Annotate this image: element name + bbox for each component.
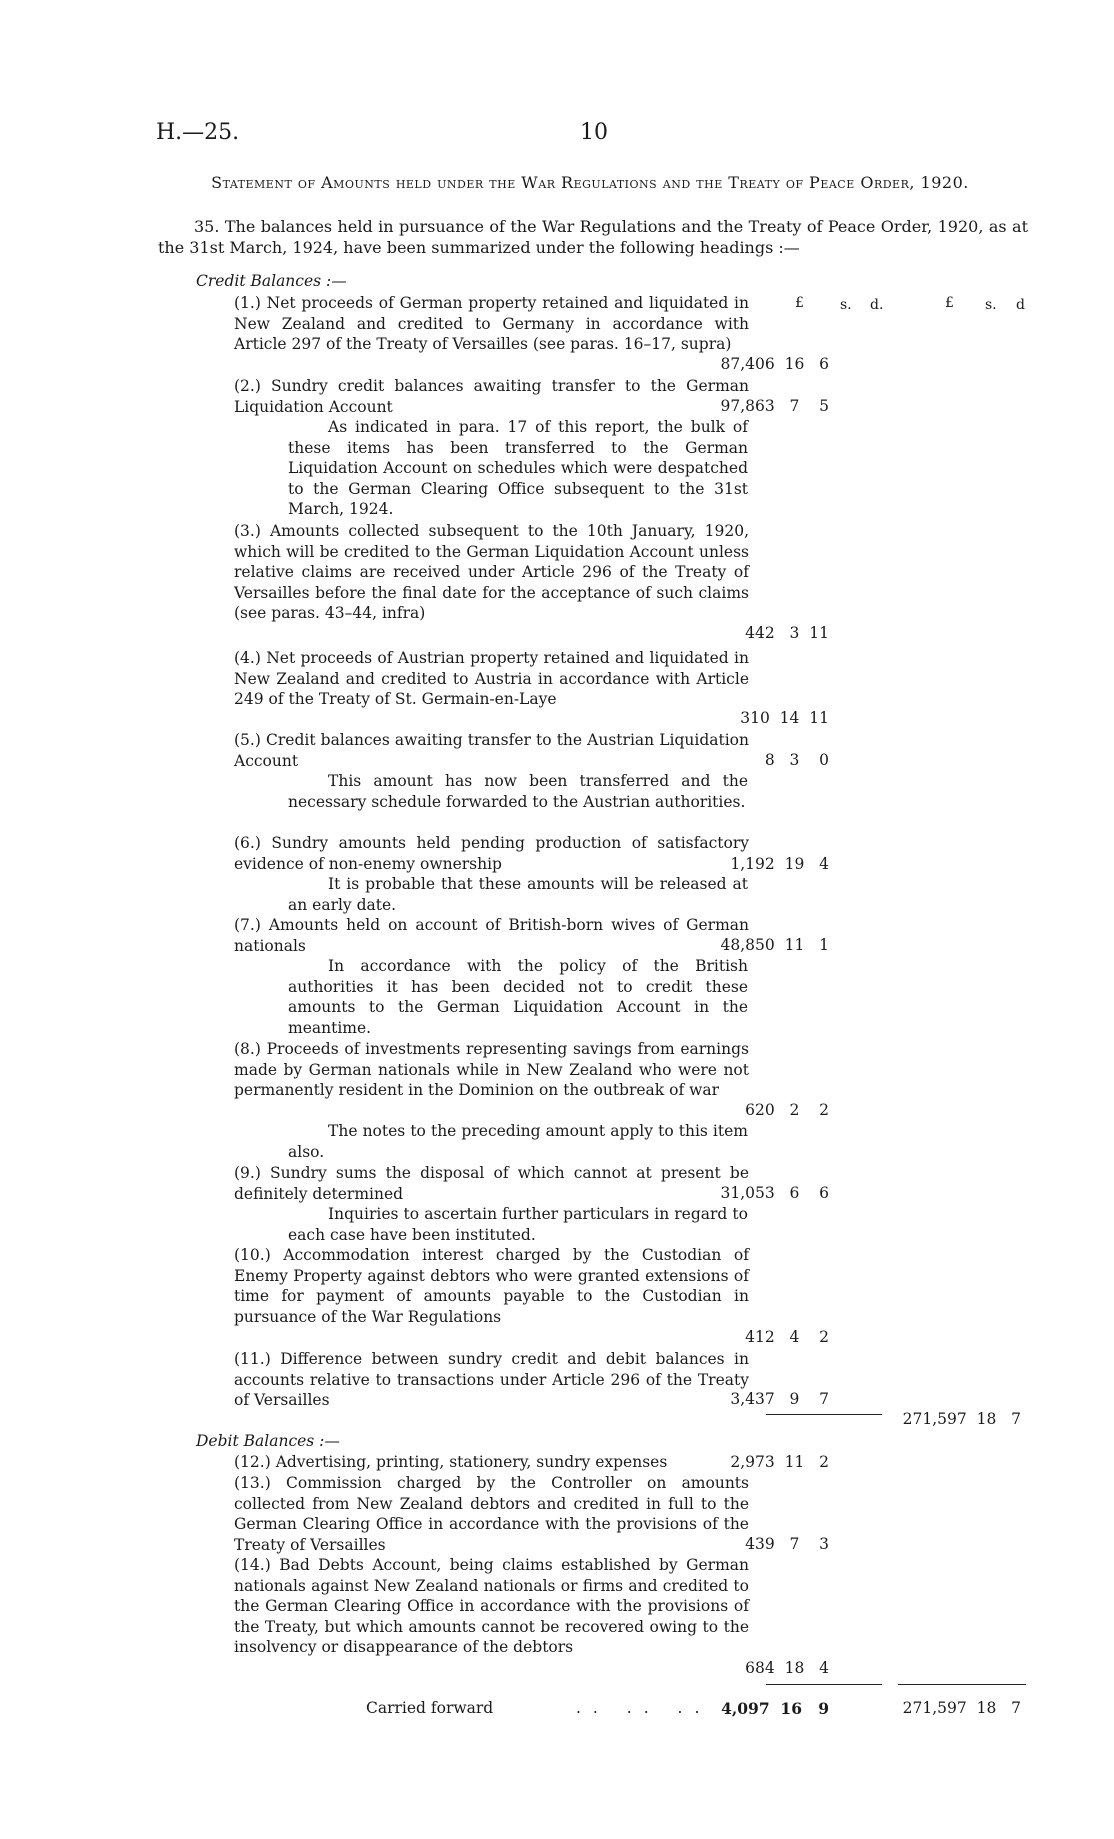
amount-item-11 [730,1390,829,1408]
list-item [234,648,749,710]
list-item [234,730,749,771]
carried-forward-col2 [903,1699,1021,1717]
amount-shillings: 9 [789,1390,800,1408]
item-number: (2.) [234,377,261,395]
amount-pence: 9 [818,1699,829,1718]
amount-pence: 2 [819,1328,829,1346]
item-number: (5.) [234,731,261,749]
item-text: Proceeds of investments representing savings from earnings made by German nationals while in New Zealand who were not permanently resident in the Dominion on the outbreak of war [234,1040,749,1100]
amount-pence: 11 [809,709,829,727]
item-number: (12.) [234,1453,271,1471]
amount-pence: 11 [809,624,829,642]
item-note: It is probable that these amounts will be released at an early date. [288,875,748,914]
amount-pence: 2 [819,1453,829,1471]
carried-forward-col1 [721,1699,829,1718]
item-text: Sundry credit balances awaiting transfer to the German Liquidation Account [234,377,749,416]
amount-pounds: 2,973 [730,1453,775,1471]
amount-pence: 6 [819,1184,829,1202]
list-item [234,833,749,874]
amount-shillings: 18 [976,1410,997,1428]
amount-pounds: 87,406 [720,355,775,373]
list-item [234,1555,749,1658]
item-text: Net proceeds of German property retained and liquidated in New Zealand and credited to Germany in accordance with Article 297 of the Treaty of Versailles (see paras. 16–17, supra) [234,294,749,354]
amount-shillings: 19 [784,855,805,873]
item-note: In accordance with the policy of the British authorities it has been decided not to credit these amounts to the German Liquidation Account in the meantime. [288,957,748,1037]
amount-shillings: 11 [784,936,805,954]
amount-item-3 [745,624,829,642]
amount-pounds: 1,192 [730,855,775,873]
item-number: (1.) [234,294,261,312]
amount-item-1 [721,355,830,373]
col-header-pence: d. [870,297,884,313]
amount-item-9 [721,1184,830,1202]
document-reference: H.—25. [156,120,240,145]
list-item [234,1473,749,1555]
list-item [234,1245,749,1327]
item-number: (10.) [234,1246,271,1264]
amount-pence: 4 [819,855,829,873]
amount-item-6 [730,855,829,873]
item-text: Amounts held on account of British-born wives of German nationals [234,916,749,955]
amount-pence: 5 [819,397,829,415]
amount-pounds: 684 [745,1659,775,1677]
amount-pence: 0 [819,751,829,769]
list-item [234,376,749,417]
col-header-pound: £ [795,295,804,311]
amount-item-10 [745,1328,829,1346]
list-item [234,1349,749,1411]
item-number: (14.) [234,1556,271,1574]
amount-shillings: 11 [784,1453,805,1471]
amount-item-13 [745,1535,829,1553]
amount-pounds: 97,863 [720,397,775,415]
item-text: Sundry amounts held pending production of satisfactory evidence of non-enemy ownership [234,834,749,873]
item-number: (3.) [234,522,261,540]
credit-balances-heading: Credit Balances :— [196,272,347,290]
item-note: As indicated in para. 17 of this report, the bulk of these items has been transferred to the German Liquidation Account on schedules which were despatched to the German Clearing Office subsequent to the 31st March, 1924. [288,418,748,519]
debit-balances-heading: Debit Balances :— [196,1432,340,1450]
page-number: 10 [580,120,608,145]
item-number: (13.) [234,1474,271,1492]
item-number: (7.) [234,916,261,934]
subtotal-rule [766,1414,882,1415]
amount-item-4 [740,709,829,727]
amount-pence: 7 [1011,1410,1021,1428]
amount-pence: 4 [819,1659,829,1677]
amount-shillings: 14 [779,709,800,727]
amount-pence: 7 [1011,1699,1021,1717]
item-note: Inquiries to ascertain further particulars in regard to each case have been instituted. [288,1205,748,1244]
amount-pounds: 439 [745,1535,775,1553]
amount-pounds: 48,850 [720,936,775,954]
col-header-pound2: £ [945,295,954,311]
list-item [234,1163,749,1204]
list-item [234,293,749,355]
item-text: Difference between sundry credit and debit balances in accounts relative to transactions under Article 296 of the Treaty of Versailles [234,1350,750,1410]
amount-pence: 6 [819,355,829,373]
amount-item-7 [721,936,830,954]
col2-rule [898,1684,1026,1685]
item-text: Commission charged by the Controller on amounts collected from New Zealand debtors and credited in full to the German Clearing Office in accordance with the provisions of the Treaty of Versailles [234,1474,749,1554]
amount-pence: 7 [819,1390,829,1408]
amount-shillings: 3 [789,751,800,769]
carried-forward-leader: .. .. .. [576,1699,712,1717]
amount-pounds: 271,597 [902,1410,967,1428]
item-note: The notes to the preceding amount apply to this item also. [288,1122,748,1161]
col-header-shilling: s. [840,297,852,313]
amount-shillings: 7 [789,397,800,415]
item-text: Accommodation interest charged by the Custodian of Enemy Property against debtors who were granted extensions of time for payment of amounts payable to the Custodian in pursuance of the War Regulations [234,1246,749,1326]
carried-forward-label: Carried forward [366,1699,494,1717]
item-note: This amount has now been transferred and the necessary schedule forwarded to the Austrian authorities. [288,772,748,811]
item-text: Credit balances awaiting transfer to the Austrian Liquidation Account [234,731,749,770]
list-item [234,521,749,624]
amount-shillings: 7 [789,1535,800,1553]
item-text: Amounts collected subsequent to the 10th January, 1920, which will be credited to the German Liquidation Account unless relative claims are received under Article 296 of the Treaty of Versailles before the final date for the acceptance of such claims (see paras. 43–44, infra) [234,522,749,623]
item-text: Bad Debts Account, being claims established by German nationals against New Zealand nationals or firms and credited to the German Clearing Office in accordance with the provisions of the Treaty, but which amounts cannot be recovered owing to the insolvency or disappearance of the debtors [234,1556,749,1657]
amount-pounds: 3,437 [730,1390,775,1408]
item-text: Advertising, printing, stationery, sundry expenses [275,1453,668,1471]
item-number: (9.) [234,1164,261,1182]
item-number: (6.) [234,834,261,852]
amount-shillings: 2 [789,1101,800,1119]
list-item [234,1452,749,1473]
amount-shillings: 18 [976,1699,997,1717]
col-header-pence2: d [1016,297,1025,313]
amount-pounds: 310 [740,709,770,727]
amount-item-8 [745,1101,829,1119]
amount-shillings: 16 [784,355,805,373]
item-number: (11.) [234,1350,271,1368]
amount-pounds: 442 [745,624,775,642]
amount-pence: 2 [819,1101,829,1119]
amount-shillings: 4 [789,1328,800,1346]
item-number: (8.) [234,1040,261,1058]
amount-item-14 [745,1659,829,1677]
intro-text: 35. The balances held in pursuance of the War Regulations and the Treaty of Peace Order, 1920, as at the 31st March, 1924, have been summarized under the following headings :— [158,217,1028,257]
amount-shillings: 6 [789,1184,800,1202]
amount-shillings: 18 [784,1659,805,1677]
amount-pounds: 271,597 [902,1699,967,1717]
amount-pence: 1 [819,936,829,954]
statement-title-text: Statement of Amounts held under the War Regulations and the Treaty of Peace Order, 1920. [211,173,969,192]
intro-paragraph [158,216,1028,258]
item-number: (4.) [234,649,261,667]
amount-pence: 3 [819,1535,829,1553]
amount-pounds: 620 [745,1101,775,1119]
statement-title [140,174,1040,193]
col1-rule [766,1684,882,1685]
amount-item-5 [765,751,829,769]
credit-total [903,1410,1021,1428]
col-header-shilling2: s. [985,297,997,313]
amount-pounds: 8 [764,751,775,769]
list-item [234,915,749,956]
item-text: Sundry sums the disposal of which cannot at present be definitely determined [234,1164,749,1203]
amount-pounds: 31,053 [720,1184,775,1202]
list-item [234,1039,749,1101]
amount-item-2 [721,397,830,415]
amount-shillings: 16 [780,1699,802,1718]
amount-pounds: 4,097 [721,1699,770,1718]
amount-pounds: 412 [745,1328,775,1346]
item-text: Net proceeds of Austrian property retained and liquidated in New Zealand and credited to Austria in accordance with Article 249 of the Treaty of St. Germain-en-Laye [234,649,749,709]
amount-shillings: 3 [789,624,800,642]
amount-item-12 [730,1453,829,1471]
